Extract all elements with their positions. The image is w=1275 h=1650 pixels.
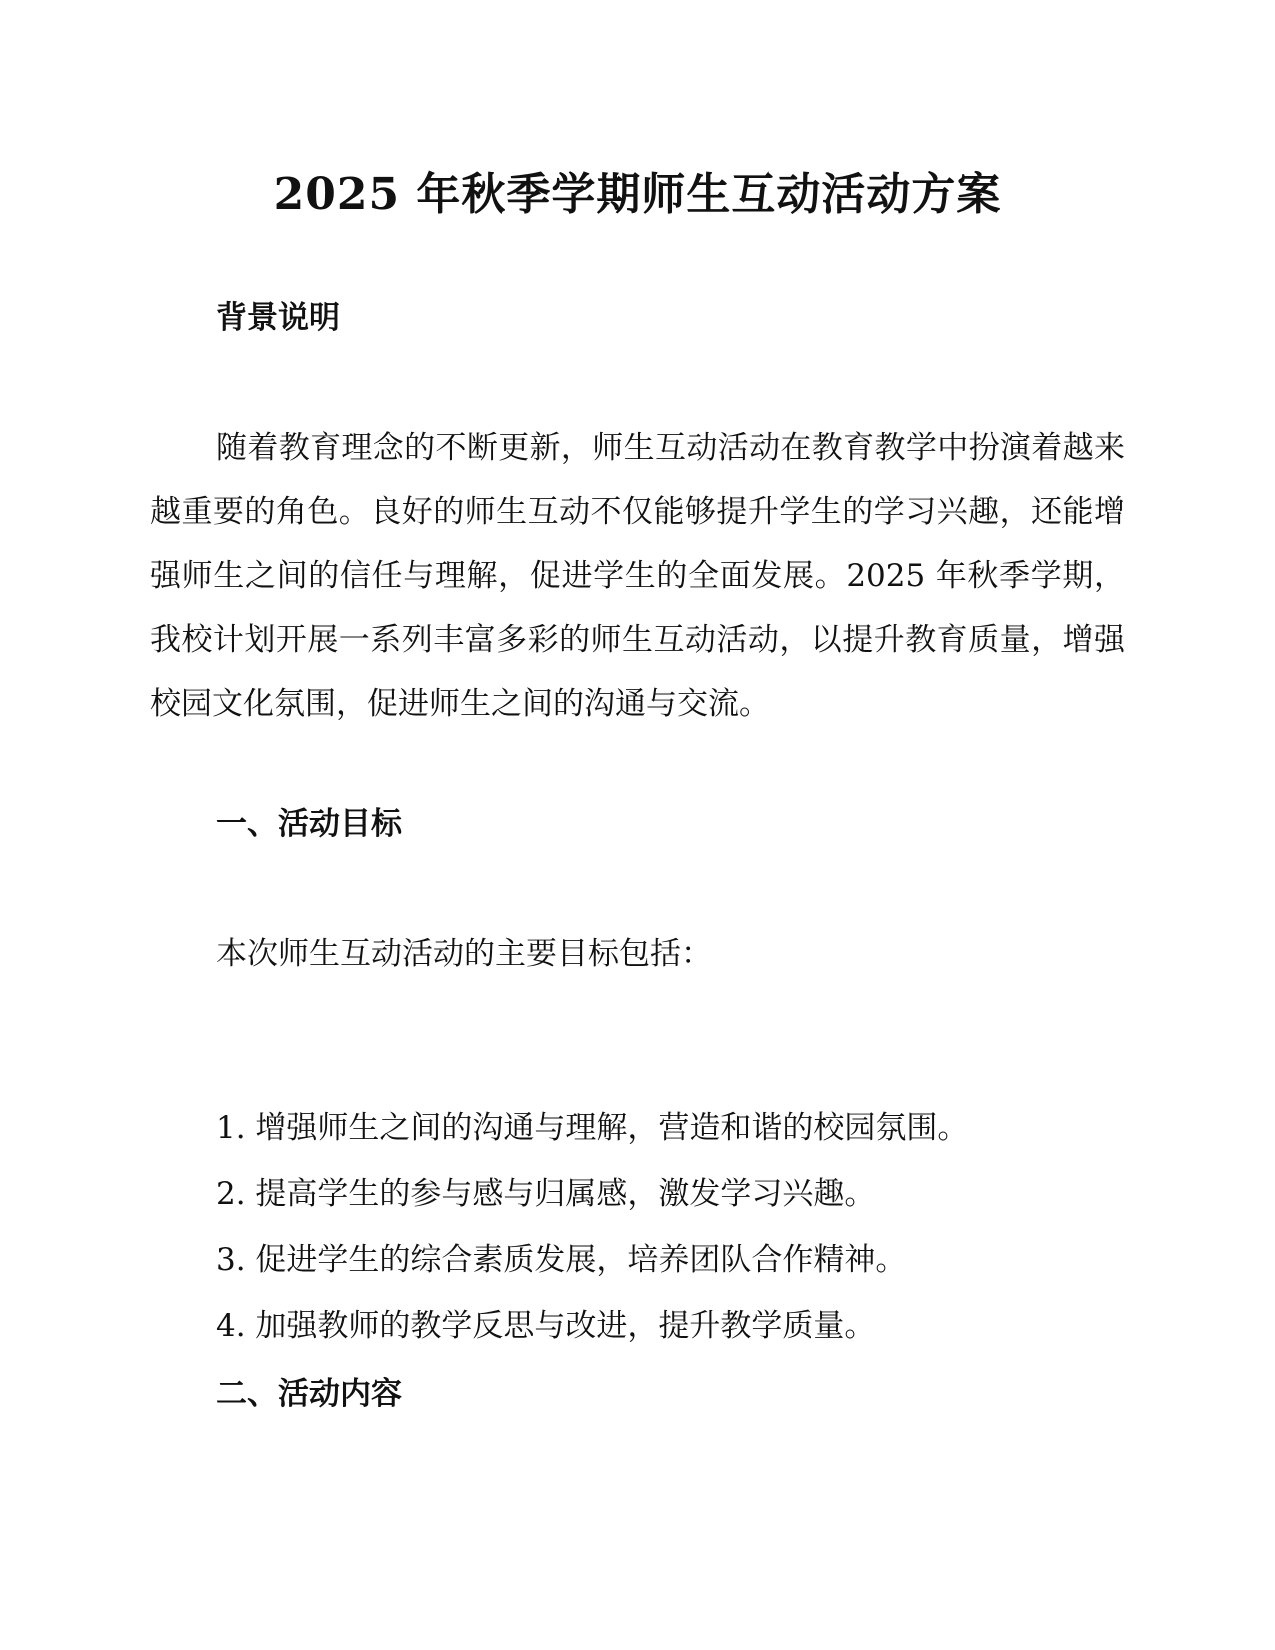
background-paragraph: 随着教育理念的不断更新，师生互动活动在教育教学中扮演着越来越重要的角色。良好的师生互动不仅能够提升学生的学习兴趣，还能增强师生之间的信任与理解，促进学生的全面发展。2025 年秋季学期，我校计划开展一系列丰富多彩的师生互动活动，以提升教育质量，增强校园文化氛围，促进师生之间的沟通与交流。 — [150, 430, 1125, 722]
document-title: 2025 年秋季学期师生互动活动方案 — [273, 169, 1002, 220]
goals-intro: 本次师生互动活动的主要目标包括： — [216, 936, 712, 972]
goal-item: 3. 促进学生的综合素质发展，培养团队合作精神。 — [216, 1242, 907, 1278]
section-goals-heading: 一、活动目标 — [216, 806, 402, 842]
goal-item: 2. 提高学生的参与感与归属感，激发学习兴趣。 — [216, 1176, 876, 1212]
background-heading: 背景说明 — [216, 300, 340, 336]
goal-item: 1. 增强师生之间的沟通与理解，营造和谐的校园氛围。 — [216, 1110, 969, 1146]
goal-item: 4. 加强教师的教学反思与改进，提升教学质量。 — [216, 1308, 876, 1344]
goals-list — [216, 1095, 968, 1359]
section-content-heading: 二、活动内容 — [216, 1376, 402, 1412]
